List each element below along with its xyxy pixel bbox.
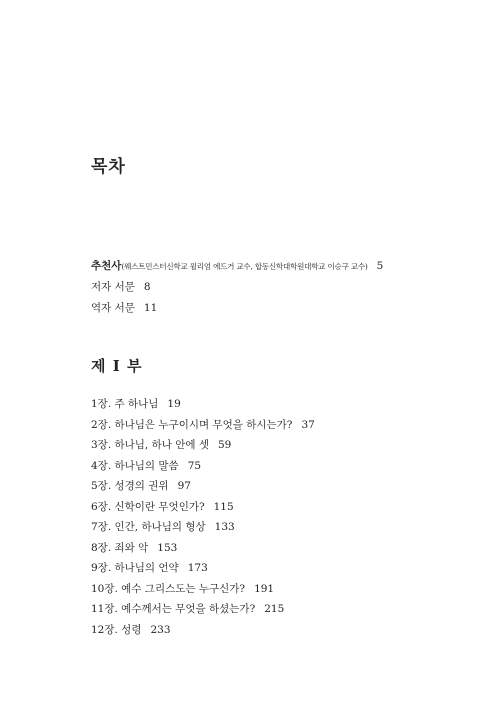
toc-entry-label: 7장. 인간, 하나님의 형상 bbox=[91, 521, 206, 533]
toc-entry-label: 1장. 주 하나님 bbox=[91, 398, 159, 410]
toc-entry-page: 215 bbox=[264, 603, 285, 615]
toc-entry-chapter-10[interactable] bbox=[91, 579, 431, 600]
toc-title: 목차 bbox=[91, 157, 126, 177]
toc-entry-label: 추천사 bbox=[91, 260, 122, 272]
toc-entry-label: 8장. 죄와 악 bbox=[91, 541, 149, 554]
toc-entry-page: 191 bbox=[254, 582, 275, 595]
part-title: 제 I 부 bbox=[91, 357, 143, 375]
toc-entry-page: 5 bbox=[376, 260, 384, 272]
toc-entry-label: 5장. 성경의 권위 bbox=[91, 480, 169, 492]
toc-entry-label: 4장. 하나님의 말씀 bbox=[91, 459, 179, 472]
toc-entry-label: 3장. 하나님, 하나 안에 셋 bbox=[91, 439, 209, 451]
toc-entry-page: 19 bbox=[167, 398, 181, 410]
toc-entry-chapter-11[interactable] bbox=[91, 599, 431, 620]
toc-entry-label: 저자 서문 bbox=[91, 281, 135, 293]
toc-entry-note: (웨스트민스터신학교 윌리엄 에드거 교수, 합동신학대학원대학교 이승구 교수) bbox=[121, 262, 368, 271]
toc-entry-author-preface[interactable] bbox=[91, 277, 431, 298]
toc-entry-chapter-12[interactable] bbox=[91, 620, 431, 641]
toc-entry-label: 12장. 성령 bbox=[91, 623, 142, 636]
toc-entry-chapter-2[interactable] bbox=[91, 415, 431, 436]
toc-entry-chapter-1[interactable] bbox=[91, 394, 431, 415]
toc-entry-chapter-4[interactable] bbox=[91, 456, 431, 477]
front-matter-list bbox=[91, 256, 431, 319]
toc-entry-page: 153 bbox=[157, 541, 178, 554]
toc-entry-chapter-3[interactable] bbox=[91, 435, 431, 456]
toc-entry-foreword[interactable] bbox=[91, 256, 431, 277]
toc-entry-chapter-6[interactable] bbox=[91, 497, 431, 518]
toc-entry-label: 2장. 하나님은 누구이시며 무엇을 하시는가? bbox=[91, 418, 293, 431]
toc-entry-label: 9장. 하나님의 언약 bbox=[91, 562, 179, 574]
toc-entry-label: 6장. 신학이란 무엇인가? bbox=[91, 500, 205, 513]
toc-entry-page: 8 bbox=[143, 281, 151, 293]
toc-entry-label: 10장. 예수 그리스도는 누구신가? bbox=[91, 582, 246, 595]
toc-entry-page: 233 bbox=[150, 623, 171, 636]
toc-entry-chapter-8[interactable] bbox=[91, 538, 431, 559]
toc-entry-page: 37 bbox=[301, 418, 315, 431]
toc-entry-page: 173 bbox=[187, 562, 208, 574]
toc-entry-page: 75 bbox=[187, 459, 202, 472]
toc-entry-page: 59 bbox=[218, 439, 232, 451]
toc-entry-chapter-5[interactable] bbox=[91, 476, 431, 497]
toc-entry-label: 역자 서문 bbox=[91, 302, 135, 314]
toc-entry-translator-preface[interactable] bbox=[91, 298, 431, 319]
toc-entry-page: 133 bbox=[214, 521, 235, 533]
toc-entry-chapter-9[interactable] bbox=[91, 558, 431, 579]
toc-entry-page: 11 bbox=[143, 302, 158, 314]
toc-entry-label: 11장. 예수께서는 무엇을 하셨는가? bbox=[91, 603, 256, 615]
chapter-list bbox=[91, 394, 431, 640]
toc-entry-page: 115 bbox=[213, 500, 234, 513]
toc-entry-chapter-7[interactable] bbox=[91, 517, 431, 538]
toc-entry-page: 97 bbox=[177, 480, 191, 492]
